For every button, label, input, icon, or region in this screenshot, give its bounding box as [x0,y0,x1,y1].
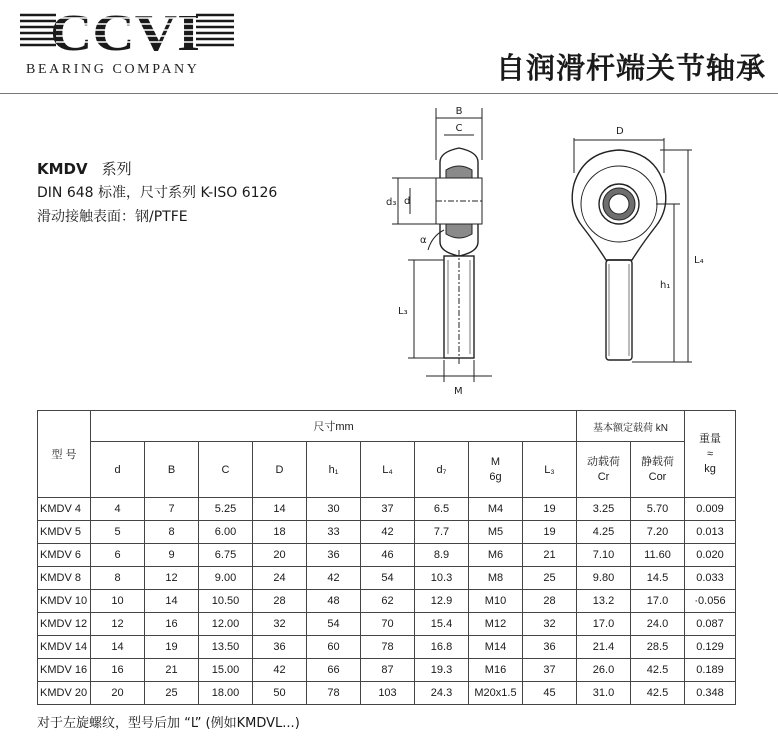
cell-d: 16 [91,659,145,682]
cell-C: 9.00 [199,567,253,590]
header-divider [0,93,778,94]
cell-M: M14 [469,636,523,659]
cell-h1: 30 [307,498,361,521]
cell-d1: 12.9 [415,590,469,613]
cell-static-load: 11.60 [631,544,685,567]
standard-line: DIN 648 标准，尺寸系列 K-ISO 6126 [37,185,278,201]
series-info [37,157,277,229]
cell-d: 4 [91,498,145,521]
col-B: B [145,442,199,498]
col-M-label: M [490,455,501,468]
header-dimensions: 尺寸mm [91,411,577,442]
cell-static-load: 42.5 [631,659,685,682]
header-weight [685,411,736,498]
cell-B: 8 [145,521,199,544]
cell-h1: 48 [307,590,361,613]
cell-weight: 0.189 [685,659,736,682]
cell-C: 10.50 [199,590,253,613]
cell-model: KMDV 5 [38,521,91,544]
cell-h1: 33 [307,521,361,544]
cell-d: 20 [91,682,145,705]
cell-M: M4 [469,498,523,521]
cell-d1: 16.8 [415,636,469,659]
table-row [38,659,736,682]
cell-static-load: 42.5 [631,682,685,705]
cell-D: 14 [253,498,307,521]
page-title: 自润滑杆端关节轴承 [495,51,766,85]
col-L3: L₃ [523,442,577,498]
table-row [38,521,736,544]
col-C: C [199,442,253,498]
cell-C: 6.00 [199,521,253,544]
cell-L3: 45 [523,682,577,705]
cell-L4: 42 [361,521,415,544]
table-row [38,682,736,705]
table-row [38,544,736,567]
col-dynamic-load [577,442,631,498]
header-model: 型 号 [38,411,91,498]
cell-d1: 24.3 [415,682,469,705]
cell-C: 15.00 [199,659,253,682]
col-M [469,442,523,498]
contact-surface-line: 滑动接触表面：钢/PTFE [37,209,188,225]
cell-M: M10 [469,590,523,613]
cell-C: 13.50 [199,636,253,659]
cell-L4: 70 [361,613,415,636]
cell-L3: 25 [523,567,577,590]
label-B: B [455,106,463,117]
cell-static-load: 28.5 [631,636,685,659]
col-D: D [253,442,307,498]
cell-d: 6 [91,544,145,567]
cell-M: M5 [469,521,523,544]
label-D: D [616,126,624,137]
cell-D: 50 [253,682,307,705]
cell-weight: ·0.056 [685,590,736,613]
cell-model: KMDV 10 [38,590,91,613]
cell-d: 8 [91,567,145,590]
cell-model: KMDV 8 [38,567,91,590]
company-logo [20,6,235,54]
col-static-load-label: 静载荷 [641,455,674,468]
spec-table-body [38,498,736,705]
col-dynamic-load-symbol: Cr [597,470,610,483]
label-L3: L₃ [398,306,408,317]
col-d: d [91,442,145,498]
cell-d1: 6.5 [415,498,469,521]
cell-B: 16 [145,613,199,636]
cell-h1: 60 [307,636,361,659]
cell-L3: 36 [523,636,577,659]
weight-unit: kg [704,462,716,475]
col-L4: L₄ [361,442,415,498]
cell-weight: 0.009 [685,498,736,521]
col-h1: h₁ [307,442,361,498]
cell-h1: 78 [307,682,361,705]
cell-dynamic-load: 13.2 [577,590,631,613]
cell-d: 5 [91,521,145,544]
spec-table [37,410,736,705]
cell-d1: 10.3 [415,567,469,590]
cell-D: 18 [253,521,307,544]
cell-static-load: 7.20 [631,521,685,544]
label-alpha: α [420,235,427,246]
cell-d: 12 [91,613,145,636]
cell-h1: 42 [307,567,361,590]
series-title [37,157,277,181]
cell-weight: 0.129 [685,636,736,659]
cell-d1: 19.3 [415,659,469,682]
cell-dynamic-load: 21.4 [577,636,631,659]
left-thread-note: 对于左旋螺纹，型号后加 “L” (例如KMDVL...) [37,716,300,731]
cell-d1: 7.7 [415,521,469,544]
cell-h1: 54 [307,613,361,636]
col-static-load [631,442,685,498]
cell-M: M8 [469,567,523,590]
cell-B: 25 [145,682,199,705]
cell-M: M6 [469,544,523,567]
cell-dynamic-load: 9.80 [577,567,631,590]
cell-M: M12 [469,613,523,636]
side-view-drawing [370,100,510,400]
cell-D: 36 [253,636,307,659]
cell-weight: 0.033 [685,567,736,590]
col-static-load-symbol: Cor [648,470,667,483]
cell-B: 21 [145,659,199,682]
col-d1: d₇ [415,442,469,498]
cell-static-load: 24.0 [631,613,685,636]
col-dynamic-load-label: 动载荷 [587,455,620,468]
cell-L4: 46 [361,544,415,567]
cell-L3: 19 [523,521,577,544]
cell-static-load: 17.0 [631,590,685,613]
cell-D: 28 [253,590,307,613]
table-row [38,567,736,590]
cell-dynamic-load: 26.0 [577,659,631,682]
cell-model: KMDV 14 [38,636,91,659]
cell-static-load: 5.70 [631,498,685,521]
cell-L4: 78 [361,636,415,659]
cell-weight: 0.013 [685,521,736,544]
cell-L4: 103 [361,682,415,705]
series-code: KMDV [37,160,88,178]
cell-C: 6.75 [199,544,253,567]
label-d: d [404,196,411,207]
cell-d: 10 [91,590,145,613]
cell-B: 7 [145,498,199,521]
cell-h1: 36 [307,544,361,567]
cell-weight: 0.020 [685,544,736,567]
series-label: 系列 [101,160,132,178]
cell-d1: 15.4 [415,613,469,636]
front-view-drawing [560,118,720,373]
cell-dynamic-load: 7.10 [577,544,631,567]
cell-model: KMDV 12 [38,613,91,636]
logo-graphic [20,6,235,54]
cell-h1: 66 [307,659,361,682]
cell-model: KMDV 4 [38,498,91,521]
cell-M: M20x1.5 [469,682,523,705]
cell-B: 12 [145,567,199,590]
cell-weight: 0.348 [685,682,736,705]
cell-L4: 87 [361,659,415,682]
cell-C: 12.00 [199,613,253,636]
table-row [38,498,736,521]
cell-L4: 62 [361,590,415,613]
weight-label: 重量 [699,432,721,445]
cell-static-load: 14.5 [631,567,685,590]
cell-dynamic-load: 17.0 [577,613,631,636]
cell-C: 18.00 [199,682,253,705]
cell-dynamic-load: 3.25 [577,498,631,521]
cell-L3: 19 [523,498,577,521]
cell-B: 19 [145,636,199,659]
cell-d: 14 [91,636,145,659]
table-row [38,613,736,636]
cell-L3: 21 [523,544,577,567]
cell-dynamic-load: 31.0 [577,682,631,705]
label-C: C [455,123,463,134]
cell-L4: 37 [361,498,415,521]
cell-B: 14 [145,590,199,613]
cell-L3: 28 [523,590,577,613]
cell-model: KMDV 6 [38,544,91,567]
cell-B: 9 [145,544,199,567]
cell-D: 32 [253,613,307,636]
label-M: M [454,386,463,397]
cell-L4: 54 [361,567,415,590]
cell-dynamic-load: 4.25 [577,521,631,544]
cell-weight: 0.087 [685,613,736,636]
cell-d1: 8.9 [415,544,469,567]
col-M-tolerance: 6g [489,470,502,483]
cell-M: M16 [469,659,523,682]
cell-L3: 32 [523,613,577,636]
cell-model: KMDV 20 [38,682,91,705]
header-load-ratings: 基本额定载荷 kN [577,411,685,442]
cell-D: 24 [253,567,307,590]
cell-model: KMDV 16 [38,659,91,682]
cell-L3: 37 [523,659,577,682]
label-h1: h₁ [660,280,671,291]
cell-C: 5.25 [199,498,253,521]
label-L4: L₄ [694,255,704,266]
cell-D: 42 [253,659,307,682]
company-subtitle: BEARING COMPANY [26,62,200,77]
table-row [38,636,736,659]
weight-approx-sign: ≈ [706,447,714,460]
label-d3: d₃ [386,197,397,208]
logo-text: CCVI [50,6,200,54]
cell-D: 20 [253,544,307,567]
table-row [38,590,736,613]
